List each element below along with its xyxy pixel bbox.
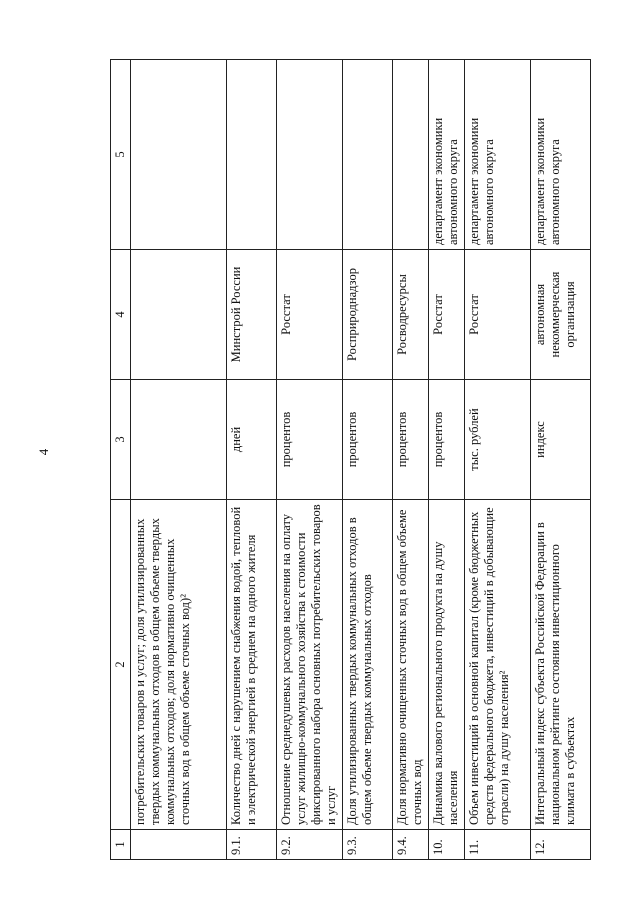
unit: тыс. рублей	[465, 380, 531, 500]
indicator-name: Объем инвестиций в основной капитал (кроме бюджетных средств федерального бюджета, инвестиций в добывающие отрасли) на душу населения²	[465, 500, 531, 830]
unit: индекс	[531, 380, 591, 500]
table-row	[531, 60, 591, 860]
responsible: департамент экономики автономного округа	[429, 60, 465, 250]
data-source	[131, 250, 227, 380]
indicator-name: Динамика валового регионального продукта на душу населения	[429, 500, 465, 830]
data-source: Росстат	[429, 250, 465, 380]
table-row	[131, 60, 227, 860]
row-number: 9.2.	[277, 830, 343, 860]
table-row	[227, 60, 277, 860]
header-col-3: 3	[111, 380, 131, 500]
table-row	[393, 60, 429, 860]
unit: процентов	[277, 380, 343, 500]
responsible	[343, 60, 393, 250]
page-number: 4	[36, 448, 51, 456]
table-row	[277, 60, 343, 860]
row-number: 9.1.	[227, 830, 277, 860]
table-row	[429, 60, 465, 860]
indicator-name: Доля утилизированных твердых коммунальных отходов в общем объеме твердых коммунальных отходов	[343, 500, 393, 830]
indicator-name: потребительских товаров и услуг; доля утилизированных твердых коммунальных отходов в общем объеме твердых коммунальных отходов; доля нормативно очищенных сточных вод в общем объеме сточных вод)²	[131, 500, 227, 830]
header-col-2: 2	[111, 500, 131, 830]
header-col-1: 1	[111, 830, 131, 860]
responsible	[227, 60, 277, 250]
responsible	[393, 60, 429, 250]
header-col-5: 5	[111, 60, 131, 250]
responsible: департамент экономики автономного округа	[465, 60, 531, 250]
row-number: 11.	[465, 830, 531, 860]
row-number	[131, 830, 227, 860]
row-number: 10.	[429, 830, 465, 860]
row-number: 9.3.	[343, 830, 393, 860]
unit: дней	[227, 380, 277, 500]
data-source: автономная некоммерческая организация	[531, 250, 591, 380]
responsible	[131, 60, 227, 250]
indicator-name: Интегральный индекс субъекта Российской Федерации в национальном рейтинге состояния инвестиционного климата в субъектах	[531, 500, 591, 830]
unit	[131, 380, 227, 500]
unit: процентов	[393, 380, 429, 500]
indicator-name: Количество дней с нарушением снабжения водой, тепловой и электрической энергией в среднем на одного жителя	[227, 500, 277, 830]
header-col-4: 4	[111, 250, 131, 380]
indicators-table	[110, 59, 591, 860]
data-source: Росприроднадзор	[343, 250, 393, 380]
data-source: Росводресурсы	[393, 250, 429, 380]
row-number: 9.4.	[393, 830, 429, 860]
row-number: 12.	[531, 830, 591, 860]
unit: процентов	[429, 380, 465, 500]
data-source: Минстрой России	[227, 250, 277, 380]
indicator-name: Доля нормативно очищенных сточных вод в общем объеме сточных вод	[393, 500, 429, 830]
header-row	[111, 60, 131, 860]
table-row	[465, 60, 531, 860]
rotated-table-container	[110, 60, 590, 860]
responsible: департамент экономики автономного округа	[531, 60, 591, 250]
table-row	[343, 60, 393, 860]
responsible	[277, 60, 343, 250]
data-source: Росстат	[465, 250, 531, 380]
data-source: Росстат	[277, 250, 343, 380]
unit: процентов	[343, 380, 393, 500]
indicator-name: Отношение среднедушевых расходов населения на оплату услуг жилищно-коммунального хозяйства к стоимости фиксированного набора основных потребительских товаров и услуг	[277, 500, 343, 830]
